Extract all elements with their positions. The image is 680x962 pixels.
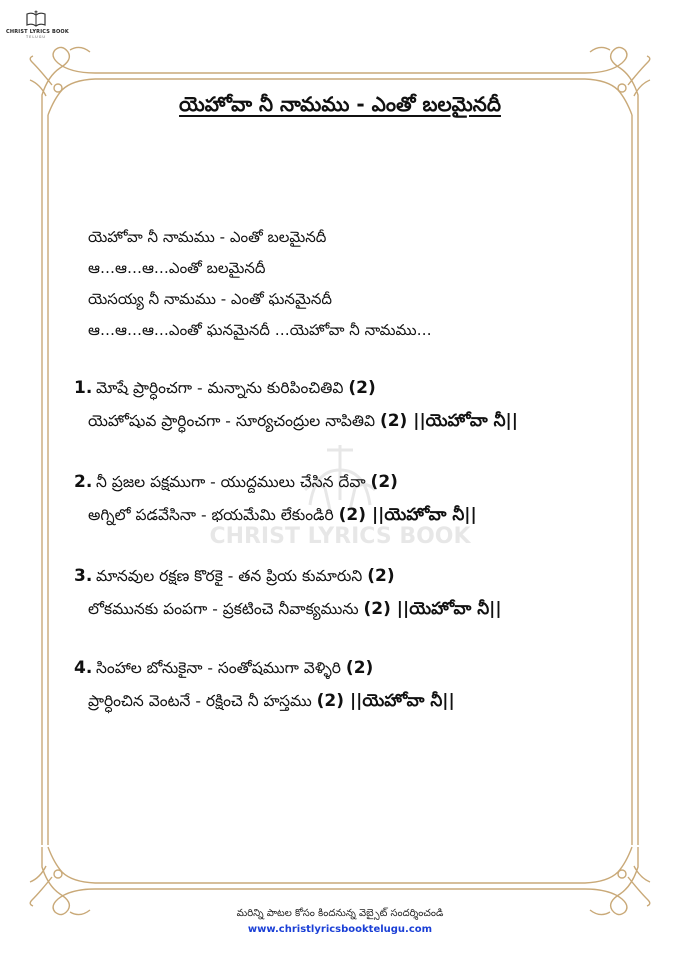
stanza-line: మానవుల రక్షణ కొరకై - తన ప్రియ కుమారుని [96,567,363,585]
stanza-number: 2. [74,472,93,492]
stanza-line: యెహోషువ ప్రార్ధించగా - సూర్యచంద్రుల నాపితివి [88,412,376,430]
stanza-line: నీ ప్రజల పక్షముగా - యుద్దములు చేసిన దేవా [96,473,366,491]
repeat-marker: (2) ||యెహోవా నీ|| [363,599,502,619]
repeat-marker: (2) ||యెహోవా నీ|| [379,411,518,431]
repeat-marker: (2) [367,566,395,586]
logo-subtitle: TELUGU [26,35,46,39]
chorus [88,222,432,346]
website-link[interactable]: www.christlyricsbooktelugu.com [247,924,433,935]
stanza-1 [74,372,518,438]
stanza-line: ప్రార్ధించిన వెంటనే - రక్షించె నీ హస్తము [88,692,312,710]
repeat-marker: (2) [348,378,376,398]
repeat-marker: (2) [370,472,398,492]
stanza-number: 3. [74,566,93,586]
repeat-marker: (2) ||యెహోవా నీ|| [338,505,477,525]
chorus-line: యెసయ్య నీ నామము - ఎంతో ఘనమైనదీ [88,290,332,308]
repeat-marker: (2) ||యెహోవా నీ|| [316,691,455,711]
footer-note: మరిన్ని పాటల కోసం కిందనున్న వెబ్సైట్ సందర్శించండి [236,908,444,919]
chorus-line: ఆ…ఆ…ఆ…ఎంతో బలమైనదీ [88,259,266,277]
logo-name: CHRIST LYRICS BOOK [6,29,69,35]
stanza-3 [74,560,502,626]
song-title [60,92,620,121]
stanza-2 [74,466,477,532]
song-title-text: యెహోవా నీ నామము - ఎంతో బలమైనదీ [179,92,501,116]
stanza-number: 4. [74,658,93,678]
stanza-line: లోకమునకు పంపగా - ప్రకటించె నీవాక్యమును [88,600,364,618]
stanza-line: సింహాల బోనుకైనా - సంతోషముగా వెళ్ళిరి [96,659,341,677]
stanza-line: మోషే ప్రార్ధించగా - మన్నాను కురిపించితివి [96,379,344,397]
stanza-4 [74,652,455,718]
stanza-number: 1. [74,378,93,398]
watermark-text: CHRIST LYRICS BOOK [209,524,471,549]
repeat-marker: (2) [345,658,374,678]
stanza-line: అగ్నిలో పడవేసినా - భయమేమి లేకుండిరి [88,506,334,524]
chorus-line: ఆ…ఆ…ఆ…ఎంతో ఘనమైనదీ …యెహోవా నీ నామము… [88,321,432,339]
chorus-line: యెహోవా నీ నామము - ఎంతో బలమైనదీ [88,228,327,246]
